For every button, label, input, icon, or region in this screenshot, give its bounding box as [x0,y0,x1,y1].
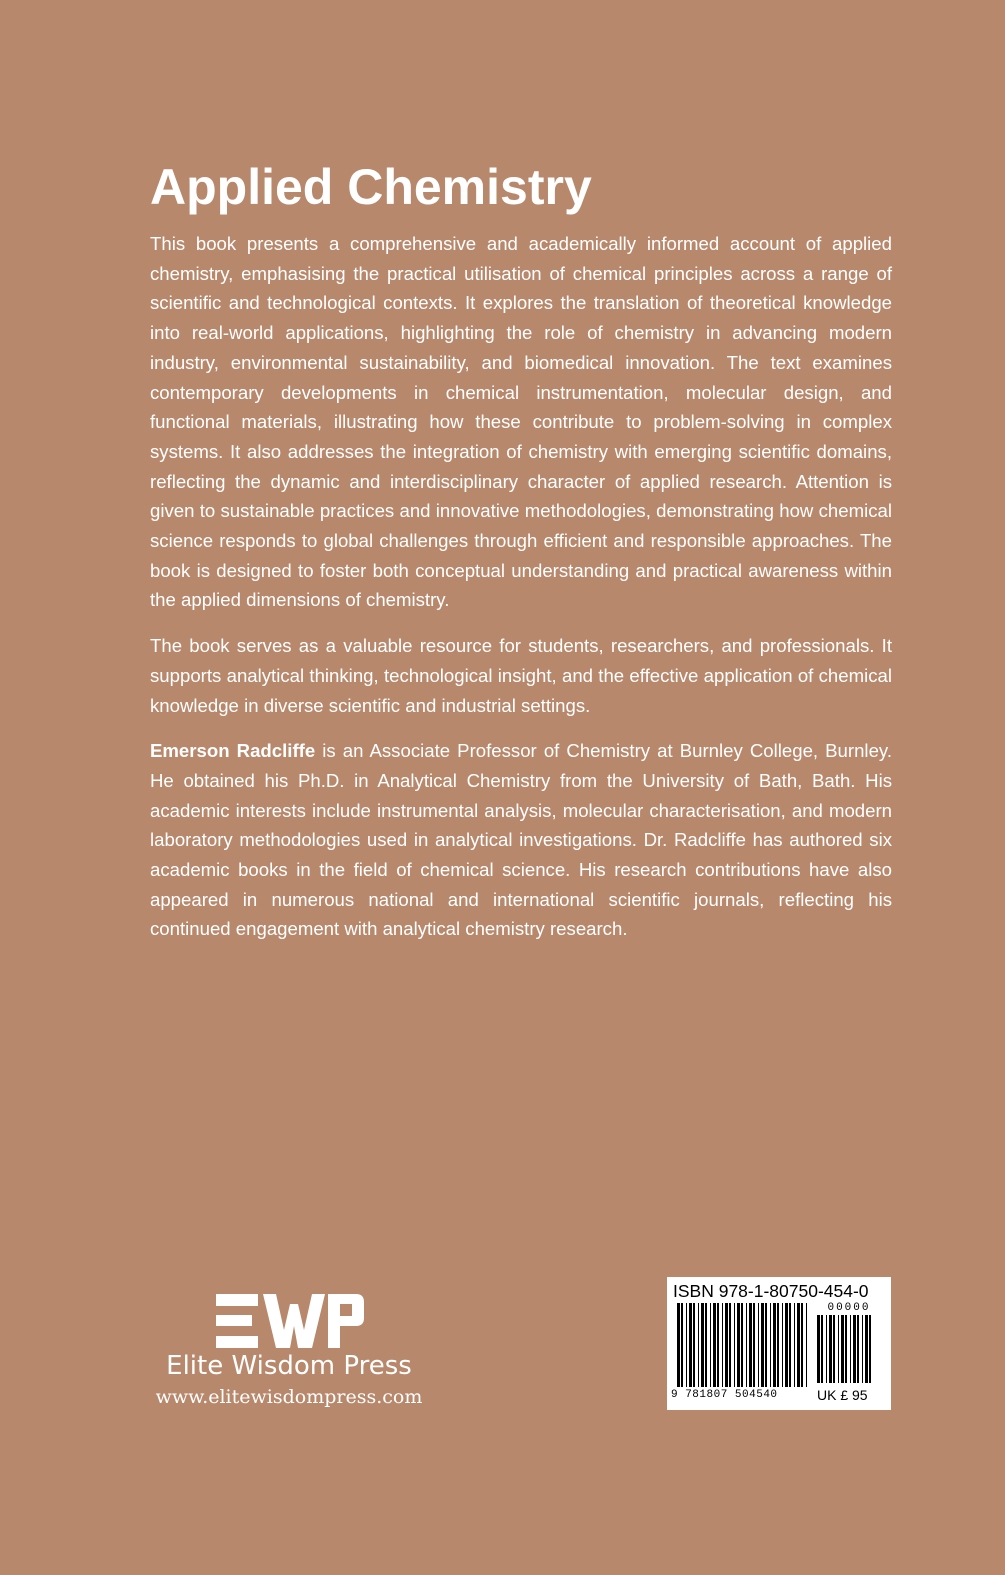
description-paragraph-1: This book presents a comprehensive and academically informed account of applied chemistry, emphasising the practical utilisation of chemical principles across a range of scientific and technological contexts. It explores the translation of theoretical knowledge into real-world applications, highlighting the role of chemistry in advancing modern industry, environmental sustainability, and biomedical innovation. The text examines contemporary developments in chemical instrumentation, molecular design, and functional materials, illustrating how these contribute to problem-solving in complex systems. It also addresses the integration of chemistry with emerging scientific domains, reflecting the dynamic and interdisciplinary character of applied research. Attention is given to sustainable practices and innovative methodologies, demonstrating how chemical science responds to global challenges through efficient and responsible approaches. The book is designed to foster both conceptual understanding and practical awareness within the applied dimensions of chemistry. [150,233,892,611]
publisher-block [148,1290,438,1420]
description-block [150,229,892,944]
isbn-barcode [667,1277,891,1410]
publisher-url: www.elitewisdompress.com [155,1386,423,1408]
book-title: Applied Chemistry [150,159,592,215]
ewp-logo-icon [216,1294,364,1348]
barcode-digits: 9 781807 504540 [671,1389,778,1401]
author-bio: is an Associate Professor of Chemistry at Burnley College, Burnley. He obtained his Ph.D. in Analytical Chemistry from the University of Bath, Bath. His academic interests include instrumental analysis, molecular characterisation, and modern laboratory methodologies used in analytical investigations. Dr. Radcliffe has authored six academic books in the field of chemical science. His research contributions have also appeared in numerous national and international scientific journals, reflecting his continued engagement with analytical chemistry research. [150,740,892,940]
description-paragraph-2: The book serves as a valuable resource for students, researchers, and professionals. It supports analytical thinking, technological insight, and the effective application of chemical knowledge in diverse scientific and industrial settings. [150,635,892,716]
publisher-name: Elite Wisdom Press [166,1351,412,1381]
author-bio-paragraph [150,736,892,944]
barcode-addon-digits: 00000 [827,1302,871,1314]
price-label: UK £ 95 [817,1387,868,1403]
isbn-label: ISBN 978-1-80750-454-0 [673,1281,869,1301]
author-name: Emerson Radcliffe [150,740,316,762]
